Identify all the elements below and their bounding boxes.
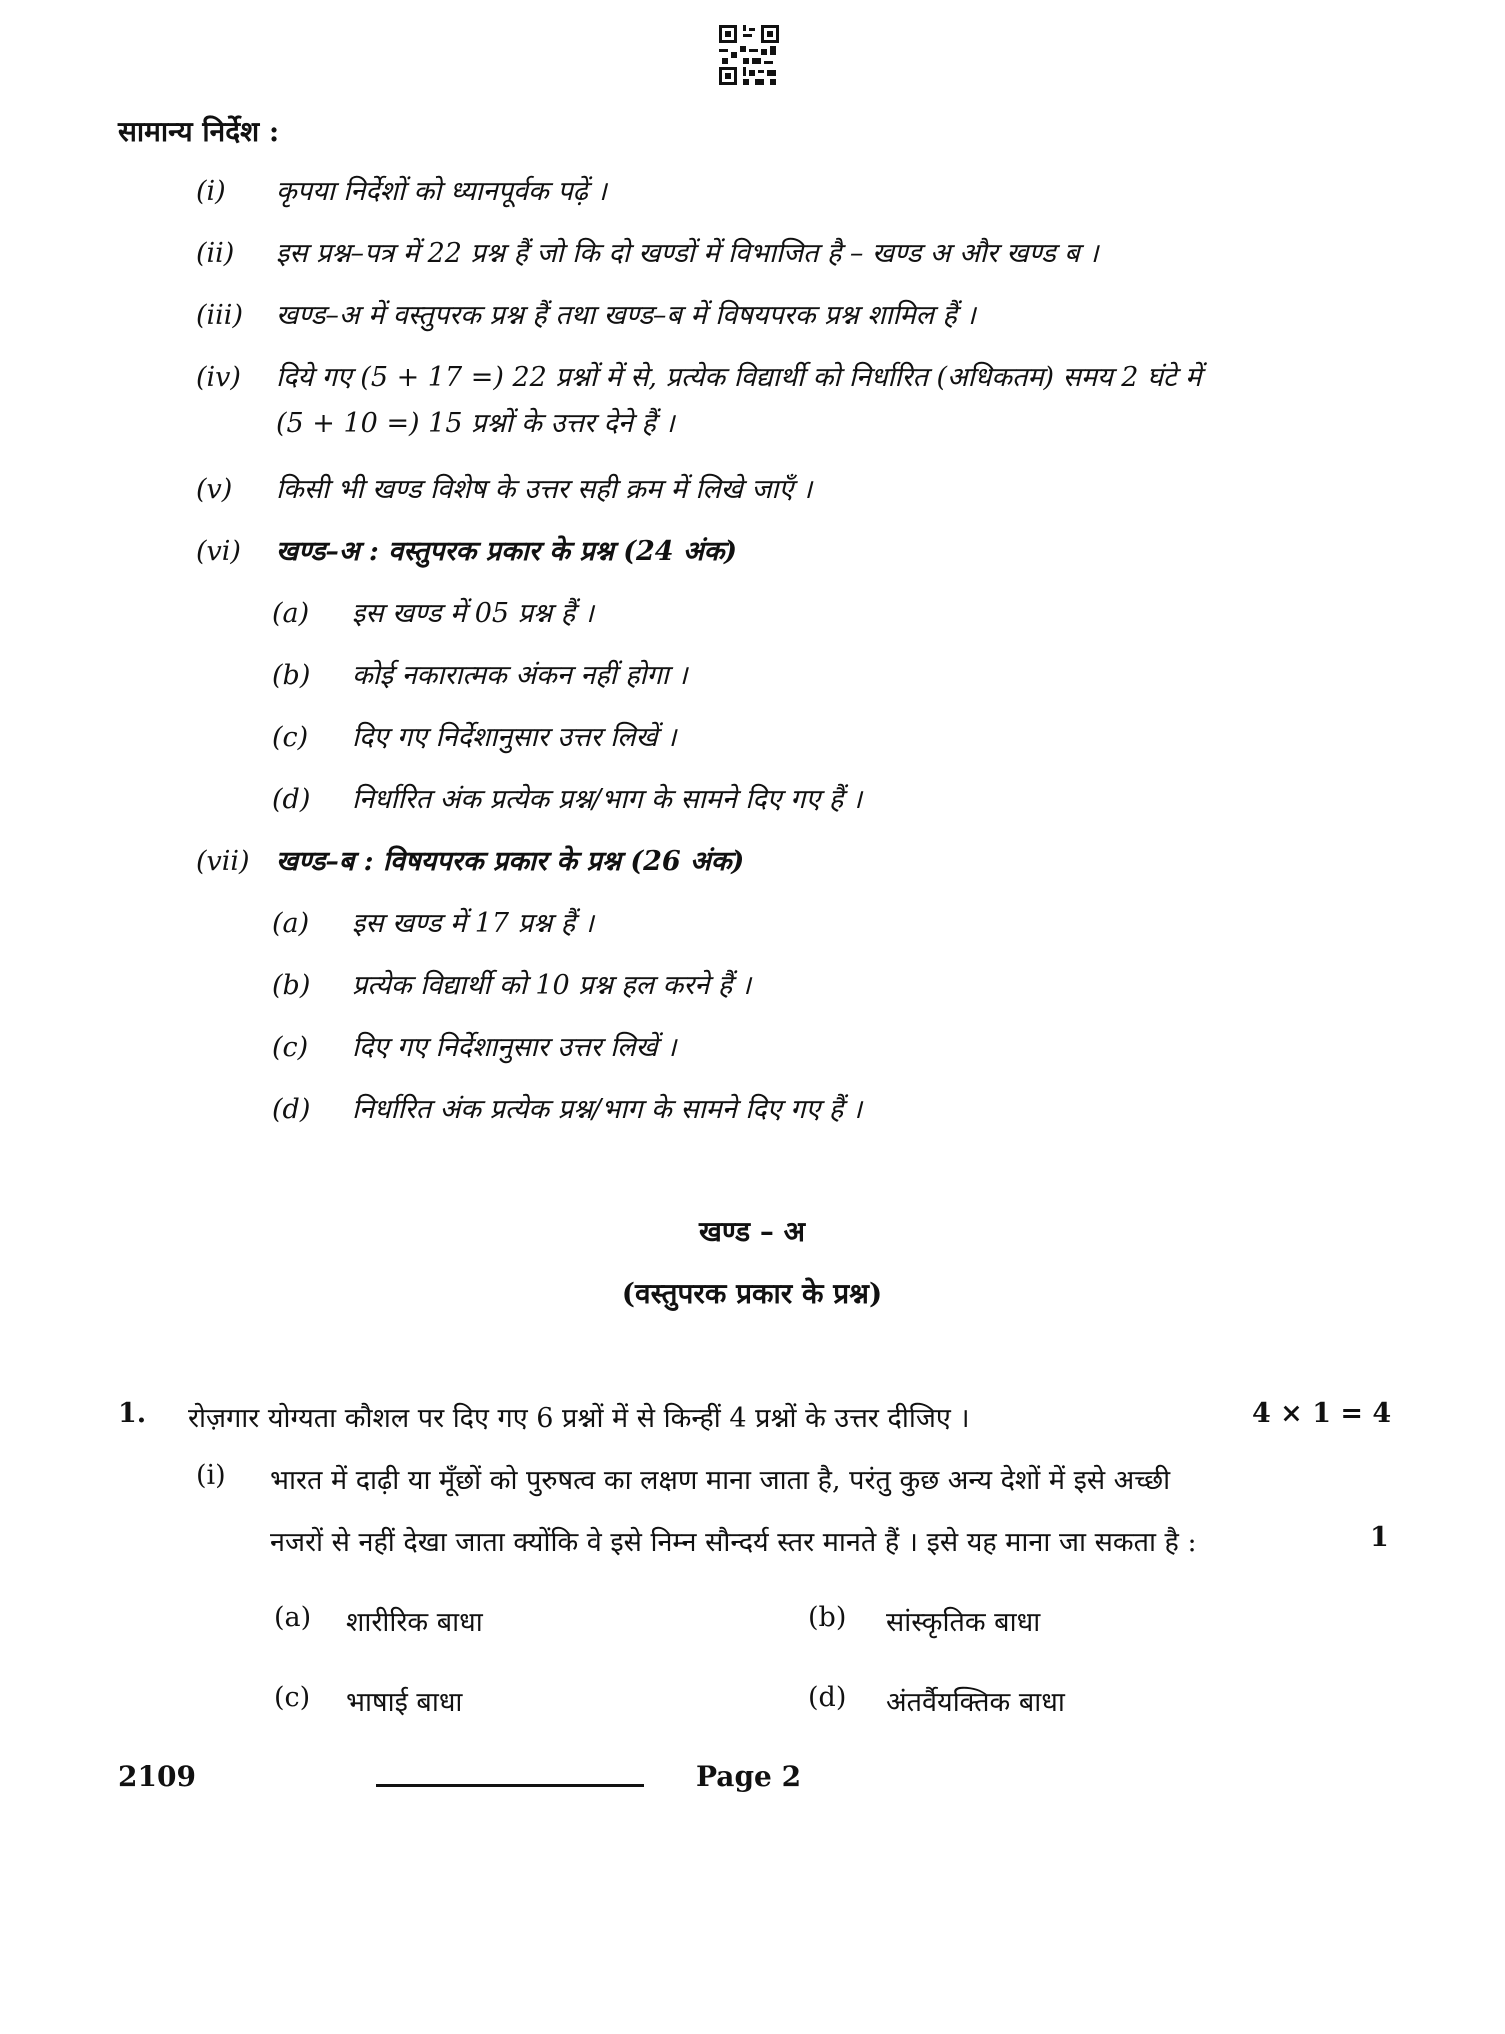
instruction-num: (vii): [196, 846, 250, 877]
option-text: अंतर्वैयक्तिक बाधा: [886, 1687, 1065, 1718]
instruction-num: (i): [196, 176, 226, 207]
subquestion-text-continued: नजरों से नहीं देखा जाता क्योंकि वे इसे निम्न सौन्दर्य स्तर मानते हैं । इसे यह माना जा सकता है :: [270, 1527, 1197, 1558]
sub-instruction-text: निर्धारित अंक प्रत्येक प्रश्न/भाग के सामने दिए गए हैं ।: [352, 784, 862, 815]
section-a-instruction: खण्ड–अ : वस्तुपरक प्रकार के प्रश्न (24 अंक): [276, 536, 738, 567]
sub-instruction-num: (d): [272, 1094, 311, 1125]
sub-instruction-num: (c): [272, 1032, 309, 1063]
sub-instruction-num: (d): [272, 784, 311, 815]
instruction-text: खण्ड–अ में वस्तुपरक प्रश्न हैं तथा खण्ड–ब में विषयपरक प्रश्न शामिल हैं ।: [276, 300, 976, 331]
paper-code: 2109: [118, 1760, 196, 1793]
qr-code-icon: [716, 22, 782, 88]
option-text: शारीरिक बाधा: [346, 1607, 483, 1638]
sub-instruction-text: कोई नकारात्मक अंकन नहीं होगा ।: [352, 660, 688, 691]
instruction-text: किसी भी खण्ड विशेष के उत्तर सही क्रम में लिखे जाएँ ।: [276, 474, 813, 505]
page-number: Page 2: [696, 1760, 802, 1793]
instruction-text-continued: (5 + 10 =) 15 प्रश्नों के उत्तर देने हैं ।: [276, 408, 675, 439]
sub-instruction-num: (b): [272, 970, 311, 1001]
sub-instruction-num: (a): [272, 598, 310, 629]
sub-instruction-num: (b): [272, 660, 311, 691]
footer-divider: [376, 1784, 644, 1787]
instruction-text: दिये गए (5 + 17 =) 22 प्रश्नों में से, प्रत्येक विद्यार्थी को निर्धारित (अधिकतम) समय 2 घंटे में: [276, 362, 1202, 393]
general-instructions-heading: सामान्य निर्देश :: [118, 115, 280, 148]
sub-instruction-text: इस खण्ड में 05 प्रश्न हैं ।: [352, 598, 594, 629]
option-label: (a): [274, 1602, 312, 1633]
sub-instruction-text: प्रत्येक विद्यार्थी को 10 प्रश्न हल करने हैं ।: [352, 970, 752, 1001]
question-text: रोज़गार योग्यता कौशल पर दिए गए 6 प्रश्नों में से किन्हीं 4 प्रश्नों के उत्तर दीजिए ।: [188, 1403, 970, 1434]
option-label: (b): [808, 1602, 847, 1633]
section-subtitle: (वस्तुपरक प्रकार के प्रश्न): [621, 1277, 883, 1310]
option-text: सांस्कृतिक बाधा: [886, 1607, 1041, 1638]
sub-instruction-text: निर्धारित अंक प्रत्येक प्रश्न/भाग के सामने दिए गए हैं ।: [352, 1094, 862, 1125]
question-marks: 4 × 1 = 4: [1252, 1398, 1392, 1429]
instruction-num: (iv): [196, 362, 241, 393]
instruction-text: इस प्रश्न–पत्र में 22 प्रश्न हैं जो कि दो खण्डों में विभाजित है – खण्ड अ और खण्ड ब ।: [276, 238, 1099, 269]
question-number: 1.: [118, 1398, 147, 1429]
sub-instruction-num: (a): [272, 908, 310, 939]
section-b-instruction: खण्ड–ब : विषयपरक प्रकार के प्रश्न (26 अंक): [276, 846, 745, 877]
sub-instruction-text: दिए गए निर्देशानुसार उत्तर लिखें ।: [352, 1032, 677, 1063]
subquestion-number: (i): [196, 1460, 226, 1491]
sub-instruction-num: (c): [272, 722, 309, 753]
sub-instruction-text: इस खण्ड में 17 प्रश्न हैं ।: [352, 908, 594, 939]
instruction-text: कृपया निर्देशों को ध्यानपूर्वक पढ़ें ।: [276, 176, 607, 207]
option-label: (c): [274, 1682, 311, 1713]
section-title: खण्ड – अ: [698, 1215, 806, 1248]
option-text: भाषाई बाधा: [346, 1687, 463, 1718]
instruction-num: (iii): [196, 300, 243, 331]
sub-instruction-text: दिए गए निर्देशानुसार उत्तर लिखें ।: [352, 722, 677, 753]
subquestion-marks: 1: [1370, 1522, 1389, 1553]
option-label: (d): [808, 1682, 847, 1713]
instruction-num: (ii): [196, 238, 235, 269]
subquestion-text: भारत में दाढ़ी या मूँछों को पुरुषत्व का लक्षण माना जाता है, परंतु कुछ अन्य देशों में इसे अच्छी: [270, 1465, 1171, 1496]
instruction-num: (vi): [196, 536, 241, 567]
instruction-num: (v): [196, 474, 233, 505]
